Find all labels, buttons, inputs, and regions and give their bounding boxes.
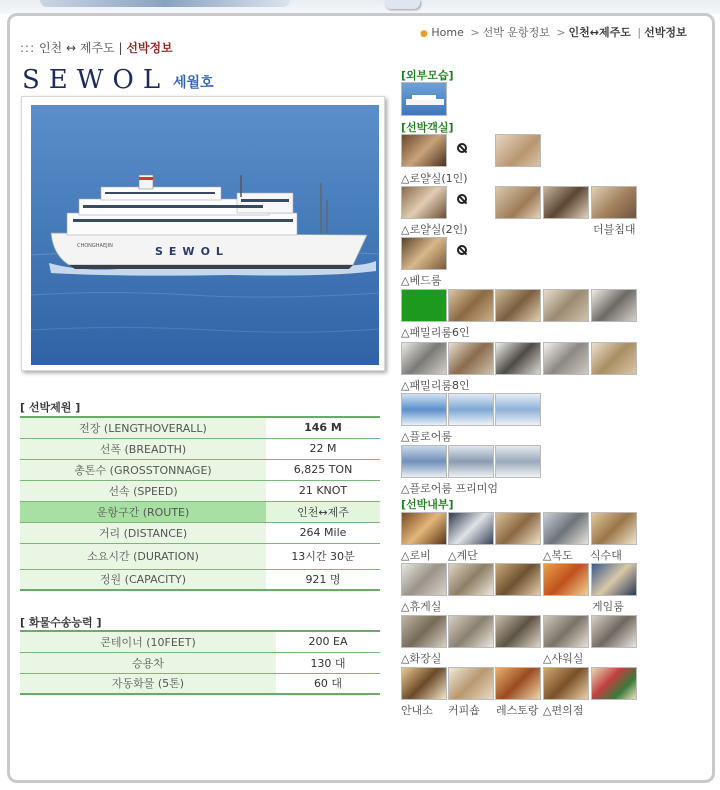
cabin-thumbnail[interactable]: [495, 342, 541, 375]
spec-label: 총톤수 (GROSSTONNAGE): [20, 459, 266, 480]
interior-thumbnail[interactable]: [495, 563, 541, 596]
page-subtitle: [20, 39, 173, 56]
cabin-thumbnail[interactable]: [495, 186, 541, 219]
cabin-thumbnail[interactable]: [591, 289, 637, 322]
breadcrumb: [420, 24, 687, 40]
table-row: [20, 569, 380, 590]
caption-shower: △샤워실: [543, 652, 584, 665]
breadcrumb-item-schedule[interactable]: 선박 운항정보: [482, 26, 550, 39]
interior-thumbnail[interactable]: [448, 667, 494, 700]
breadcrumb-separator: >: [556, 26, 566, 39]
caption-family-6: △패밀리룸6인: [401, 326, 470, 339]
spec-label: 정원 (CAPACITY): [20, 569, 266, 590]
ship-name: 세월호: [173, 75, 214, 91]
cargo-value: 60 대: [276, 673, 380, 694]
spec-label: 소요시간 (DURATION): [20, 543, 266, 569]
cargo-table: [20, 630, 380, 695]
current-page-label: 선박정보: [126, 41, 173, 55]
breadcrumb-separator: >: [470, 26, 480, 39]
cabin-thumbnail[interactable]: [543, 186, 589, 219]
cargo-value: 130 대: [276, 652, 380, 673]
spec-label: 선속 (SPEED): [20, 480, 266, 501]
svg-text:CHONGHAEJIN: CHONGHAEJIN: [77, 243, 113, 249]
bullet-icon: ●: [420, 29, 428, 39]
no-photo-icon: [457, 194, 467, 204]
interior-thumbnail[interactable]: [401, 615, 447, 648]
caption-royal-double: △로얄실(2인): [401, 223, 468, 236]
specs-section-title: [ 선박제원 ]: [20, 401, 81, 414]
cargo-label: 승용차: [20, 652, 276, 673]
cabin-thumbnail[interactable]: [448, 289, 494, 322]
route-name: 인천 ↔ 제주도: [38, 41, 115, 55]
banner-decoration: [385, 0, 420, 9]
interior-thumbnail[interactable]: [448, 563, 494, 596]
no-photo-icon: [457, 143, 467, 153]
cargo-value: 200 EA: [276, 631, 380, 652]
table-row: [20, 417, 380, 438]
interior-thumbnail[interactable]: [401, 563, 447, 596]
interior-thumbnail[interactable]: [495, 615, 541, 648]
table-row: [20, 652, 380, 673]
cabin-thumbnail[interactable]: [401, 445, 447, 478]
ship-logo: SEWOL: [22, 65, 170, 95]
interior-thumbnail[interactable]: [591, 563, 637, 596]
caption-floor-room: △플로어룸: [401, 430, 452, 443]
spec-value: 21 KNOT: [266, 480, 380, 501]
ship-illustration: [31, 105, 379, 365]
exterior-thumbnail[interactable]: [401, 82, 447, 116]
caption-info-desk: 안내소: [401, 704, 433, 717]
spec-label: 거리 (DISTANCE): [20, 522, 266, 543]
spec-label: 운항구간 (ROUTE): [20, 501, 266, 522]
table-row: [20, 480, 380, 501]
cargo-label: 콘테이너 (10FEET): [20, 631, 276, 652]
interior-thumbnail[interactable]: [543, 512, 589, 545]
svg-text:SEWOL: SEWOL: [155, 245, 229, 258]
breadcrumb-home-link[interactable]: Home: [431, 26, 464, 39]
title-separator: |: [118, 41, 127, 55]
interior-thumbnail[interactable]: [401, 667, 447, 700]
spec-value: 22 M: [266, 438, 380, 459]
caption-family-8: △패밀리룸8인: [401, 379, 470, 392]
cabin-thumbnail[interactable]: [448, 393, 494, 426]
table-row: [20, 438, 380, 459]
spec-value: 13시간 30분: [266, 543, 380, 569]
interior-thumbnail[interactable]: [448, 512, 494, 545]
interior-thumbnail[interactable]: [401, 512, 447, 545]
table-row: [20, 543, 380, 569]
interior-section-title: [선박내부]: [401, 498, 454, 511]
cabin-thumbnail[interactable]: [591, 342, 637, 375]
interior-thumbnail[interactable]: [448, 615, 494, 648]
cabin-thumbnail[interactable]: [401, 393, 447, 426]
table-row: [20, 501, 380, 522]
cabin-thumbnail[interactable]: [495, 134, 541, 167]
banner-decoration: [40, 0, 290, 7]
cabin-thumbnail[interactable]: [543, 342, 589, 375]
interior-thumbnail[interactable]: [591, 512, 637, 545]
cabin-thumbnail[interactable]: [495, 289, 541, 322]
cabin-thumbnail[interactable]: [401, 186, 447, 219]
spec-value: 146 M: [266, 417, 380, 438]
caption-coffee-shop: 커피숍: [448, 704, 480, 717]
cargo-section-title: [ 화물수송능력 ]: [20, 616, 102, 629]
caption-game-room: 게임룸: [592, 600, 624, 613]
spec-label: 전장 (LENGTHOVERALL): [20, 417, 266, 438]
ship-photo: [31, 105, 379, 365]
cargo-label: 자동화물 (5톤): [20, 673, 276, 694]
caption-corridor: △복도: [543, 549, 573, 562]
cabin-thumbnail[interactable]: [401, 342, 447, 375]
specs-table: [20, 416, 380, 591]
cabin-thumbnail[interactable]: [401, 134, 447, 167]
caption-restaurant: 레스토랑: [496, 704, 539, 717]
breadcrumb-separator: |: [637, 26, 642, 39]
exterior-section-title: [외부모습]: [401, 69, 454, 82]
title-prefix: :::: [20, 41, 36, 55]
top-banner-strip: [0, 0, 720, 14]
interior-thumbnail[interactable]: [591, 615, 637, 648]
breadcrumb-item-route[interactable]: 인천↔제주도: [568, 26, 631, 39]
no-photo-icon: [457, 245, 467, 255]
caption-bed-room: △베드룸: [401, 274, 442, 287]
caption-lounge: △휴게실: [401, 600, 442, 613]
interior-thumbnail[interactable]: [495, 512, 541, 545]
caption-double-bed: 더블침대: [593, 223, 636, 236]
ship-thumbnail-icon: [402, 83, 447, 116]
table-row: [20, 673, 380, 694]
cabin-thumbnail[interactable]: [495, 393, 541, 426]
caption-convenience-store: △편의점: [543, 704, 584, 717]
table-row: [20, 631, 380, 652]
spec-value: 264 Mile: [266, 522, 380, 543]
spec-label: 선폭 (BREADTH): [20, 438, 266, 459]
cabin-thumbnail[interactable]: [448, 445, 494, 478]
spec-value: 인천↔제주: [266, 501, 380, 522]
cabin-thumbnail[interactable]: [401, 237, 447, 270]
cabin-thumbnail[interactable]: [448, 342, 494, 375]
cabin-thumbnail[interactable]: [401, 289, 447, 322]
interior-thumbnail[interactable]: [543, 563, 589, 596]
caption-stairs: △계단: [448, 549, 478, 562]
cabin-thumbnail[interactable]: [543, 289, 589, 322]
caption-toilet: △화장실: [401, 652, 442, 665]
spec-value: 6,825 TON: [266, 459, 380, 480]
interior-thumbnail[interactable]: [543, 615, 589, 648]
interior-thumbnail[interactable]: [495, 667, 541, 700]
spec-value: 921 명: [266, 569, 380, 590]
caption-lobby: △로비: [401, 549, 431, 562]
caption-water-fountain: 식수대: [590, 549, 622, 562]
cabin-thumbnail[interactable]: [495, 445, 541, 478]
table-row: [20, 459, 380, 480]
caption-royal-single: △로얄실(1인): [401, 172, 468, 185]
cabins-section-title: [선박객실]: [401, 121, 454, 134]
table-row: [20, 522, 380, 543]
ship-photo-frame: [21, 96, 385, 371]
interior-thumbnail[interactable]: [591, 667, 637, 700]
interior-thumbnail[interactable]: [543, 667, 589, 700]
caption-floor-premium: △플로어룸 프리미엄: [401, 482, 498, 495]
cabin-thumbnail[interactable]: [591, 186, 637, 219]
breadcrumb-item-current: 선박정보: [644, 26, 687, 39]
